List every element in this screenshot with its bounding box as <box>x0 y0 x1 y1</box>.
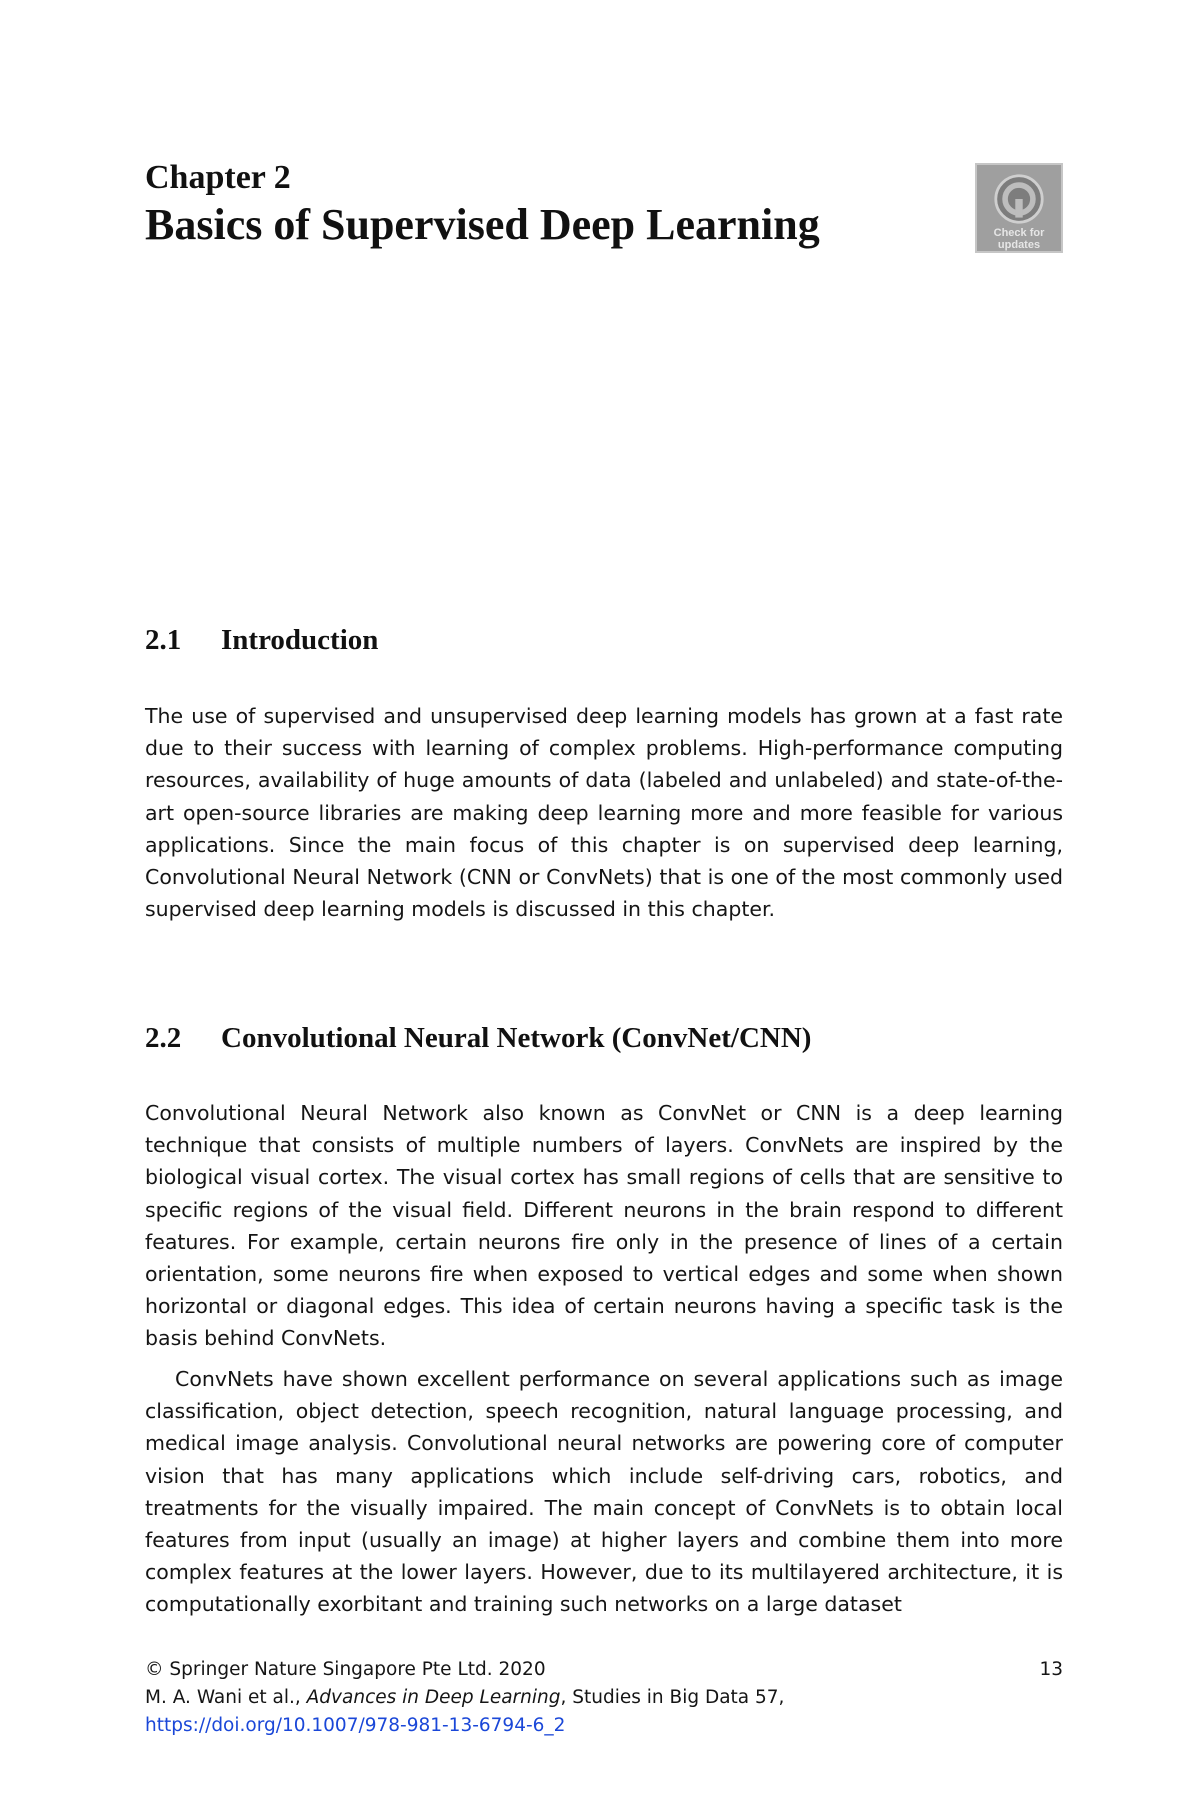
section-heading-convnet <box>145 1022 811 1055</box>
section-heading-introduction <box>145 624 378 657</box>
badge-text: Check for updates <box>993 227 1045 251</box>
crossmark-icon <box>991 173 1047 225</box>
citation-suffix: , Studies in Big Data 57, <box>560 1687 785 1708</box>
section-number: 2.1 <box>145 624 182 656</box>
section-number: 2.2 <box>145 1022 182 1054</box>
copyright-text: © Springer Nature Singapore Pte Ltd. 2020 <box>145 1659 546 1680</box>
citation-prefix: M. A. Wani et al., <box>145 1687 301 1708</box>
section-title: Convolutional Neural Network (ConvNet/CNN) <box>221 1022 812 1054</box>
intro-paragraph: The use of supervised and unsupervised deep learning models has grown at a fast rate due to their success with learning of complex problems. High-performance computing resources, availability of huge amounts of data (labeled and unlabeled) and state-of-the-art open-source libraries are making deep learning more and more feasible for various applications. Since the main focus of this chapter is on supervised deep learning, Convolutional Neural Network (CNN or ConvNets) that is one of the most commonly used supervised deep learning models is discussed in this chapter. <box>145 704 1063 922</box>
chapter-label: Chapter 2 <box>145 159 291 196</box>
section-title: Introduction <box>221 624 379 656</box>
copyright-line <box>145 1656 1063 1684</box>
doi-link[interactable]: https://doi.org/10.1007/978-981-13-6794-6_2 <box>145 1715 566 1736</box>
citation-line <box>145 1684 1063 1712</box>
page-number: 13 <box>1039 1659 1063 1680</box>
chapter-title: Basics of Supervised Deep Learning <box>145 200 820 249</box>
check-for-updates-badge[interactable] <box>975 163 1063 253</box>
footer <box>145 1656 1063 1740</box>
book-title: Advances in Deep Learning <box>306 1687 561 1708</box>
convnet-paragraph-1: Convolutional Neural Network also known as ConvNet or CNN is a deep learning technique that consists of multiple numbers of layers. ConvNets are inspired by the biological visual cortex. The visual cortex has small regions of cells that are sensitive to specific regions of the visual field. Different neurons in the brain respond to different features. For example, certain neurons fire only in the presence of lines of a certain orientation, some neurons fire when exposed to vertical edges and some when shown horizontal or diagonal edges. This idea of certain neurons having a specific task is the basis behind ConvNets. <box>145 1101 1063 1351</box>
convnet-paragraph-2: ConvNets have shown excellent performance on several applications such as image classification, object detection, speech recognition, natural language processing, and medical image analysis. Convolutional neural networks are powering core of computer vision that has many applications which include self-driving cars, robotics, and treatments for the visually impaired. The main concept of ConvNets is to obtain local features from input (usually an image) at higher layers and combine them into more complex features at the lower layers. However, due to its multilayered architecture, it is computationally exorbitant and training such networks on a large dataset <box>145 1367 1063 1617</box>
